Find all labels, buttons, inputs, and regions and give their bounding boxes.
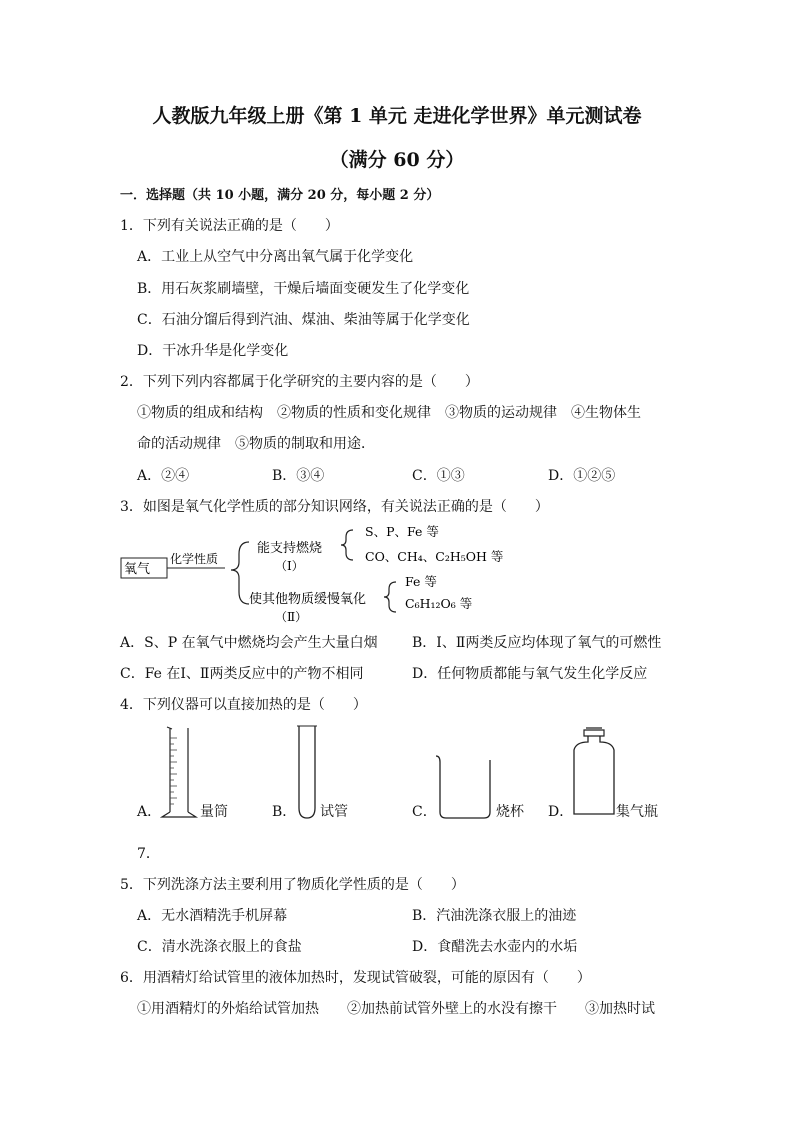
q2-option-a: A．②④ [137,468,190,484]
q1-option-a: A．工业上从空气中分离出氧气属于化学变化 [137,249,414,265]
branch1-tag: （Ⅰ） [275,559,304,573]
q4-option-b-label: 试管 [320,804,348,820]
test-tube-image [294,722,320,822]
q4-option-a-label: 量筒 [200,804,228,820]
q4-stem: 4．下列仪器可以直接加热的是（ ） [120,697,367,713]
q2-option-d: D．①②⑤ [548,468,616,484]
q4-option-c-letter: C． [412,804,437,820]
q6-list-line1: ①用酒精灯的外焰给试管加热 ②加热前试管外壁上的水没有擦干 ③加热时试 [137,1001,655,1017]
page-subtitle: （满分 60 分） [329,149,465,171]
q3-option-a: A．S、P 在氧气中燃烧均会产生大量白烟 [120,635,378,651]
q4-option-a-letter: A． [137,804,162,820]
branch1-label: 能支持燃烧 [257,541,323,556]
q4-option-d-label: 集气瓶 [616,804,658,820]
q3-option-d: D．任何物质都能与氧气发生化学反应 [412,666,648,682]
branch2-label: 使其他物质缓慢氧化 [249,592,367,607]
q5-option-d: D．食醋洗去水壶内的水垢 [412,939,578,955]
q4-stray-number: 7． [137,846,160,862]
q1-option-c: C．石油分馏后得到汽油、煤油、柴油等属于化学变化 [137,312,470,328]
q2-option-c: C．①③ [412,468,465,484]
branch2-tag: （Ⅱ） [275,610,308,624]
q6-stem: 6．用酒精灯给试管里的液体加热时，发现试管破裂，可能的原因有（ ） [120,970,591,986]
q4-option-b-letter: B． [272,804,297,820]
q4-option-d-letter: D． [548,804,574,820]
q3-option-b: B．Ⅰ、Ⅱ两类反应均体现了氧气的可燃性 [412,635,662,651]
branch2-brace [384,582,396,612]
q2-list-line1: ①物质的组成和结构 ②物质的性质和变化规律 ③物质的运动规律 ④生物体生 [137,405,641,421]
q1-option-d: D．干冰升华是化学变化 [137,343,289,359]
b2-item2: C₆H₁₂O₆ 等 [405,596,473,611]
oxygen-knowledge-diagram [115,520,535,632]
b1-item2: CO、CH₄、C₂H₅OH 等 [365,549,504,564]
graduated-cylinder-image [160,724,202,820]
q5-option-b: B．汽油洗涤衣服上的油迹 [412,908,577,924]
q5-option-a: A．无水酒精洗手机屏幕 [137,908,288,924]
gas-jar-image [566,724,622,820]
q3-stem: 3．如图是氧气化学性质的部分知识网络，有关说法正确的是（ ） [120,499,549,515]
q4-option-c-label: 烧杯 [496,804,524,820]
section-heading: 一．选择题（共 10 小题，满分 20 分，每小题 2 分） [120,188,440,203]
main-brace [231,542,249,604]
q2-stem: 2．下列下列内容都属于化学研究的主要内容的是（ ） [120,374,479,390]
chem-prop-label: 化学性质 [170,552,219,566]
q5-option-c: C．清水洗涤衣服上的食盐 [137,939,302,955]
q1-stem: 1．下列有关说法正确的是（ ） [120,218,339,234]
q1-option-b: B．用石灰浆刷墙壁，干燥后墙面变硬发生了化学变化 [137,281,470,297]
beaker-image [432,752,496,820]
q5-stem: 5．下列洗涤方法主要利用了物质化学性质的是（ ） [120,877,465,893]
b1-item1: S、P、Fe 等 [365,524,439,539]
branch1-brace [341,530,353,560]
b2-item1: Fe 等 [405,574,437,589]
q3-option-c: C．Fe 在Ⅰ、Ⅱ两类反应中的产物不相同 [120,666,364,682]
page-title: 人教版九年级上册《第 1 单元 走进化学世界》单元测试卷 [152,105,642,127]
oxygen-label: 氧气 [124,562,151,577]
q2-option-b: B．③④ [272,468,325,484]
q2-list-line2: 命的活动规律 ⑤物质的制取和用途． [137,436,375,452]
